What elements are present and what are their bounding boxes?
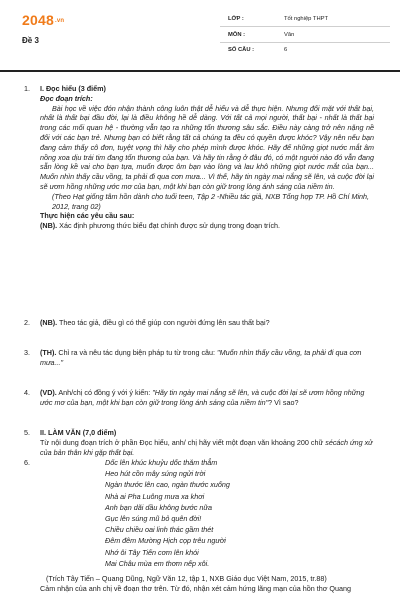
question-6-task <box>40 584 374 594</box>
poem-line: Mai Châu mùa em thơm nếp xôi. <box>105 558 210 568</box>
question-body-italic: sécách ứng xử của bản thân khi gặp thất bại. <box>40 437 373 457</box>
question-number: 6. <box>24 458 30 467</box>
question-4 <box>40 388 374 408</box>
divider <box>220 42 390 43</box>
question-5 <box>40 428 374 457</box>
meta-class-label: LỚP : <box>228 16 244 22</box>
poem-line: Dốc lên khúc khuỷu dốc thăm thẳm <box>105 458 218 467</box>
question-number: 2. <box>24 318 30 327</box>
question-level-tag: (TH). <box>40 348 57 357</box>
divider <box>220 26 390 27</box>
poem-line: Anh bạn dãi dầu không bước nữa <box>105 502 212 512</box>
question-level-tag: (VD). <box>40 388 57 397</box>
question-body: Theo tác giả, điều gì có thể giúp con người đứng lên sau thất bại? <box>57 318 270 327</box>
poem-line: Nhà ai Pha Luông mưa xa khơi <box>105 491 205 501</box>
section-title: II. LÀM VĂN (7,0 điểm) <box>40 428 117 437</box>
question-number: 3. <box>24 348 30 357</box>
header-rule <box>0 70 400 72</box>
poem-source: (Trích Tây Tiến – Quang Dũng, Ngữ Văn 12, tập 1, NXB Giáo dục Việt Nam, 2015, tr.88) <box>46 574 327 583</box>
question-tail: ? Vì sao? <box>268 397 299 407</box>
question-body: Anh/chị có đồng ý với ý kiến: <box>56 388 153 397</box>
site-logo[interactable] <box>22 12 64 28</box>
question-number: 4. <box>24 388 30 397</box>
question-quote: "Hãy tin ngày mai nắng sẽ lên, và cuộc đời lại sẽ ươm hồng những ước mơ của bạn, một khi bạn còn giữ trong lòng ánh sáng của niềm tin" <box>40 388 365 407</box>
meta-subject-value: Văn <box>284 32 295 38</box>
question-body: Xác định phương thức biểu đạt chính được sử dụng trong đoạn trích. <box>57 221 281 231</box>
poem-line: Gục lên súng mũ bỏ quên đời! <box>105 514 202 523</box>
question-body: Từ nội dung đoạn trích ở phần Đọc hiểu, anh/ chị hãy viết một đoạn văn khoảng 200 chữ <box>40 437 324 447</box>
question-3 <box>40 348 374 368</box>
logo-text: 2048 <box>22 12 54 28</box>
instruction: Thực hiện các yêu cầu sau: <box>40 211 135 221</box>
question-text <box>40 388 374 408</box>
meta-count-label: SỐ CÂU : <box>228 47 255 53</box>
poem-line: Heo hút cồn mây súng ngửi trời <box>105 469 206 479</box>
passage-heading: Đọc đoạn trích: <box>40 93 93 103</box>
question-1 <box>40 84 374 231</box>
poem-line: Ngàn thước lên cao, ngàn thước xuống <box>105 480 230 490</box>
question-text <box>40 348 374 368</box>
section-title: I. Đọc hiểu (3 điểm) <box>40 84 106 93</box>
question-body: Chỉ ra và nêu tác dụng biện pháp tu từ trong câu: <box>56 348 218 357</box>
question-2 <box>40 318 374 328</box>
question-number: 1. <box>24 84 30 93</box>
question-text <box>40 221 374 231</box>
passage-text: Bài học về việc đón nhận thành công luôn thật dễ hiểu và dễ thực hiện. Nhưng đối mặt với thất bại, nhất là thất bại đầu đời, lại là điều không hề dễ dàng. Với tất cả mọi người, thất bại - nhất là thất bại trong các mối quan hệ - thường vẫn tạo ra những tổn thương sâu sắc. Điều này càng trở nên nặng nề đối với các bạn trẻ. Nhưng bạn có biết rằng tất cả chúng ta đều có quyền được khóc? Vậy nên nếu bạn đang cảm thấy cô đơn, tuyệt vọng thì hãy cho phép mình được khóc. Hãy để những giọt nước mắt âm nồng xoa dịu trái tim đang tổn thương của bạn. Và hãy tin rằng ở đâu đó, có một người nào đó vẫn đang sẵn lòng kề vai cho bạn tựa, muốn được ôm bạn vào lòng và lau khô những giọt nước mắt của bạn... Muốn nhìn thấy cầu vồng, ta phải đi qua cơn mưa... Vì thế, hãy tin ngày mai nắng sẽ lên, và cuộc đời lại sẽ ươm hồng những ước mơ của bạn, một khi bạn còn giữ trong lòng ánh sáng của niềm tin. <box>40 103 374 191</box>
meta-class-value: Tốt nghiệp THPT <box>284 16 329 22</box>
question-text <box>40 438 374 458</box>
poem-line: Nhớ ôi Tây Tiến cơm lên khói <box>105 547 199 557</box>
poem-line: Chiều chiều oai linh thác gầm thét <box>105 525 214 535</box>
header <box>0 0 400 64</box>
meta-subject-label: MÔN : <box>228 32 246 38</box>
question-text: Cảm nhận của anh chị về đoạn thơ trên. Từ đó, nhận xét cảm hứng lãng mạn của hồn thơ Quang <box>40 584 352 593</box>
question-quote: "Muốn nhìn thấy cầu vồng, ta phải đi qua cơn mưa..." <box>40 348 362 367</box>
logo-suffix: .vn <box>54 18 65 25</box>
passage-source: (Theo Hạt giống tâm hồn dành cho tuổi teen, Tập 2 -Nhiều tác giả, NXB Tổng hợp TP. Hồ Chí Minh, 2012, trang 02) <box>52 191 370 211</box>
exam-code: Đề 3 <box>22 36 39 45</box>
meta-count-value: 6 <box>284 47 288 53</box>
question-level-tag: (NB). <box>40 318 58 327</box>
question-text <box>40 318 374 328</box>
question-number: 5. <box>24 428 30 437</box>
poem-line: Đêm đêm Mường Hịch cọp trêu người <box>105 536 226 546</box>
question-6-footer <box>46 574 380 584</box>
question-level-tag: (NB). <box>40 221 58 231</box>
